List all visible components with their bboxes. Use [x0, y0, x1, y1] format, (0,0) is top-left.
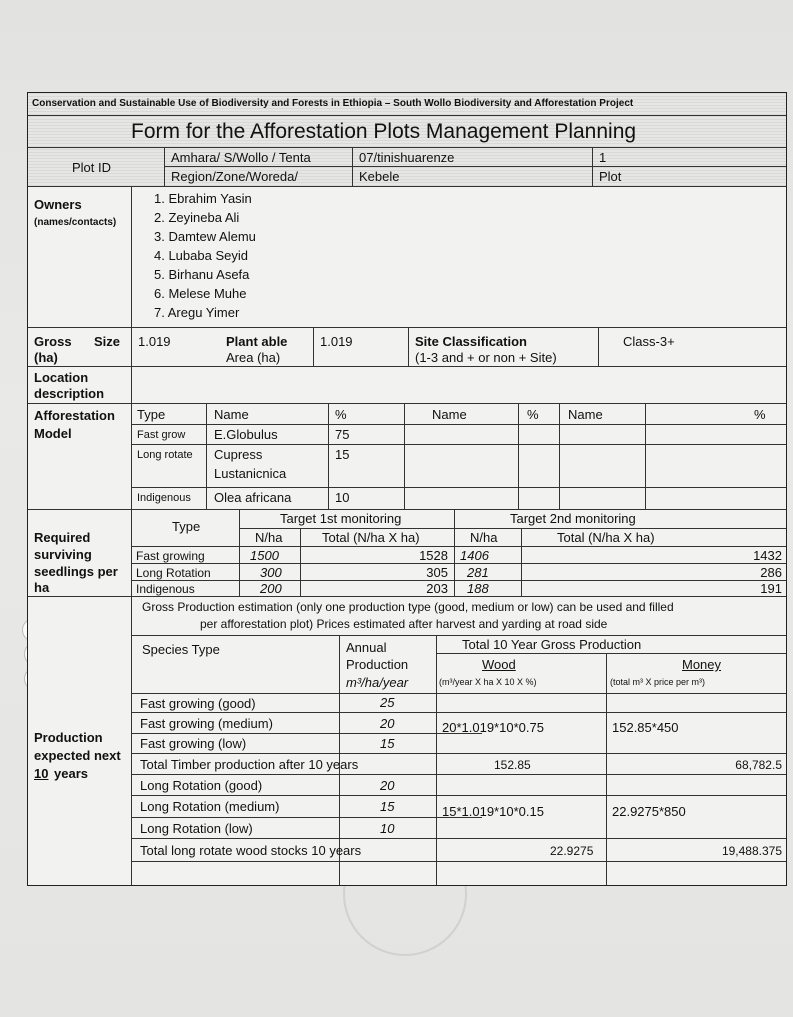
long-wood-formula: 15*1.019*10*0.15 — [442, 804, 544, 819]
model-species: Cupress — [214, 447, 263, 462]
model-pct: 15 — [335, 447, 350, 462]
fast-total-label: Total Timber production after 10 years — [140, 757, 359, 772]
seedlings-n1: 200 — [260, 581, 282, 596]
production-label-d: years — [54, 766, 88, 781]
region-label: Region/Zone/Woreda/ — [171, 169, 298, 184]
seedlings-t2: 191 — [760, 581, 782, 596]
seedlings-label-c: seedlings per — [34, 564, 118, 579]
owners-row — [28, 186, 786, 327]
seedlings-n2: 281 — [467, 565, 489, 580]
seedlings-label-d: ha — [34, 580, 50, 595]
model-header-name2: Name — [432, 407, 467, 422]
seedlings-label-b: surviving — [34, 547, 92, 562]
production-header-annual: Annual — [346, 640, 387, 655]
plot-id-row — [28, 147, 786, 186]
seedlings-t1: 1528 — [419, 548, 448, 563]
fast-wood-formula: 20*1.019*10*0.75 — [442, 720, 544, 735]
model-type: Indigenous — [137, 492, 191, 504]
long-medium-annual: 15 — [380, 799, 395, 814]
site-class-value-cell — [598, 328, 786, 366]
seedlings-label: Required — [34, 530, 91, 545]
seedlings-header-total2: Total (N/ha X ha) — [557, 530, 655, 545]
model-header-pct3: % — [754, 407, 766, 422]
afforestation-model-row — [28, 403, 786, 509]
owners-list — [131, 187, 786, 327]
seedlings-header-second: Target 2nd monitoring — [510, 511, 636, 526]
seedlings-type: Indigenous — [136, 582, 195, 596]
model-type: Long rotate — [137, 449, 193, 461]
seedlings-t2: 286 — [760, 565, 782, 580]
fast-low-label: Fast growing (low) — [140, 736, 247, 751]
seedlings-n1: 300 — [260, 565, 282, 580]
gross-label-size: Size — [94, 334, 121, 349]
location-label: Location — [34, 370, 89, 385]
plot-label: Plot — [599, 169, 622, 184]
fast-good-label: Fast growing (good) — [140, 696, 256, 711]
kebele-cell — [352, 148, 592, 186]
location-row — [28, 366, 786, 403]
production-header-annual-b: Production — [346, 657, 409, 672]
kebele-label: Kebele — [359, 169, 400, 184]
seedlings-table — [131, 510, 786, 596]
plantable-label-cell — [226, 328, 316, 366]
plot-value: 1 — [599, 150, 607, 165]
fast-low-annual: 15 — [380, 736, 395, 751]
gross-size-row — [28, 327, 786, 366]
production-table — [131, 597, 786, 885]
seedlings-t2: 1432 — [753, 548, 782, 563]
seedlings-t1: 305 — [426, 565, 448, 580]
site-class-label: Site Classification — [415, 334, 527, 349]
region-cell — [164, 148, 352, 186]
plot-cell — [592, 148, 786, 186]
model-type: Fast grow — [137, 429, 186, 441]
model-header-name3: Name — [568, 407, 603, 422]
owners-sublabel: (names/contacts) — [34, 217, 117, 228]
production-note-b: per afforestation plot) Prices estimated after harvest and yarding at road side — [200, 617, 608, 631]
model-pct: 10 — [335, 490, 350, 505]
owners-label: Owners — [34, 197, 82, 212]
form-title-row — [28, 115, 786, 147]
owner-item: 4. Lubaba Seyid — [154, 248, 248, 263]
model-header-pct: % — [335, 407, 347, 422]
gross-value: 1.019 — [138, 334, 171, 349]
long-total-money: 19,488.375 — [721, 844, 782, 858]
owner-item: 3. Damtew Alemu — [154, 229, 256, 244]
model-species-line2: Lustanicnica — [214, 466, 287, 481]
owner-item: 1. Ebrahim Yasin — [154, 191, 252, 206]
production-header-species: Species Type — [142, 642, 220, 657]
model-header-type: Type — [137, 407, 166, 422]
site-class-cell — [408, 328, 598, 366]
production-header-total: Total 10 Year Gross Production — [462, 637, 642, 652]
seedlings-header-type: Type — [172, 519, 201, 534]
fast-money-formula: 152.85*450 — [612, 720, 679, 735]
seedlings-type: Fast growing — [136, 549, 205, 563]
model-species: Olea africana — [214, 490, 292, 505]
site-class-sub: (1-3 and + or non + Site) — [415, 350, 557, 365]
long-low-annual: 10 — [380, 821, 395, 836]
fast-good-annual: 25 — [380, 695, 395, 710]
seedlings-n1: 1500 — [250, 548, 279, 563]
model-table — [131, 404, 786, 509]
fast-medium-label: Fast growing (medium) — [140, 716, 273, 731]
form-title: Form for the Afforestation Plots Management Planning — [131, 120, 637, 143]
owner-item: 2. Zeyineba Ali — [154, 210, 240, 225]
seedlings-row — [28, 509, 786, 596]
production-label: Production — [34, 730, 103, 745]
model-label-b: Model — [34, 426, 72, 441]
gross-value-cell — [131, 328, 226, 366]
region-value: Amhara/ S/Wollo / Tenta — [171, 150, 311, 165]
plot-id-label: Plot ID — [72, 160, 112, 175]
long-low-label: Long Rotation (low) — [140, 821, 253, 836]
plantable-label: Plant able — [226, 334, 288, 349]
fast-total-wood: 152.85 — [494, 758, 531, 772]
fast-medium-annual: 20 — [380, 716, 395, 731]
model-header-pct2: % — [527, 407, 539, 422]
production-header-money: Money — [682, 657, 722, 672]
seedlings-n2: 1406 — [460, 548, 489, 563]
production-header-money-sub: (total m³ X price per m³) — [610, 677, 706, 687]
seedlings-header-total: Total (N/ha X ha) — [322, 530, 420, 545]
project-title: Conservation and Sustainable Use of Biodiversity and Forests in Ethiopia – South Wollo Biodiversity and Afforestation Project — [32, 98, 634, 109]
project-header — [28, 93, 786, 115]
seedlings-header-nha2: N/ha — [470, 530, 498, 545]
long-good-label: Long Rotation (good) — [140, 778, 263, 793]
location-value-cell — [131, 367, 786, 403]
site-class-value: Class-3+ — [623, 334, 675, 349]
long-good-annual: 20 — [380, 778, 395, 793]
kebele-value: 07/tinishuarenze — [359, 150, 455, 165]
long-money-formula: 22.9275*850 — [612, 804, 686, 819]
gross-label-unit: (ha) — [34, 350, 58, 365]
production-header-wood-sub: (m³/year X ha X 10 X %) — [439, 677, 537, 687]
production-label-c: 10 — [34, 766, 49, 781]
model-label: Afforestation — [34, 408, 115, 423]
plantable-label-unit: Area (ha) — [226, 350, 281, 365]
production-label-b: expected next — [34, 748, 121, 763]
model-pct: 75 — [335, 427, 350, 442]
seedlings-type: Long Rotation — [136, 566, 211, 580]
divider — [164, 166, 786, 167]
gross-label: Gross — [34, 334, 72, 349]
model-header-name: Name — [214, 407, 249, 422]
afforestation-form — [27, 92, 787, 886]
seedlings-t1: 203 — [426, 581, 448, 596]
model-species: E.Globulus — [214, 427, 278, 442]
seedlings-n2: 188 — [467, 581, 489, 596]
location-label-b: description — [34, 386, 105, 401]
production-note: Gross Production estimation (only one production type (good, medium or low) can be used and filled — [142, 600, 674, 614]
owner-item: 5. Birhanu Asefa — [154, 267, 250, 282]
fast-total-money: 68,782.5 — [735, 758, 782, 772]
plantable-value-cell — [313, 328, 408, 366]
long-medium-label: Long Rotation (medium) — [140, 799, 280, 814]
seedlings-header-first: Target 1st monitoring — [280, 511, 402, 526]
production-row — [28, 596, 786, 885]
owner-item: 6. Melese Muhe — [154, 286, 247, 301]
seedlings-header-nha: N/ha — [255, 530, 283, 545]
production-header-wood: Wood — [482, 657, 516, 672]
production-header-annual-unit: m³/ha/year — [346, 675, 409, 690]
plantable-value: 1.019 — [320, 334, 353, 349]
owner-item: 7. Aregu Yimer — [154, 305, 240, 320]
long-total-label: Total long rotate wood stocks 10 years — [140, 843, 362, 858]
long-total-wood: 22.9275 — [550, 844, 594, 858]
